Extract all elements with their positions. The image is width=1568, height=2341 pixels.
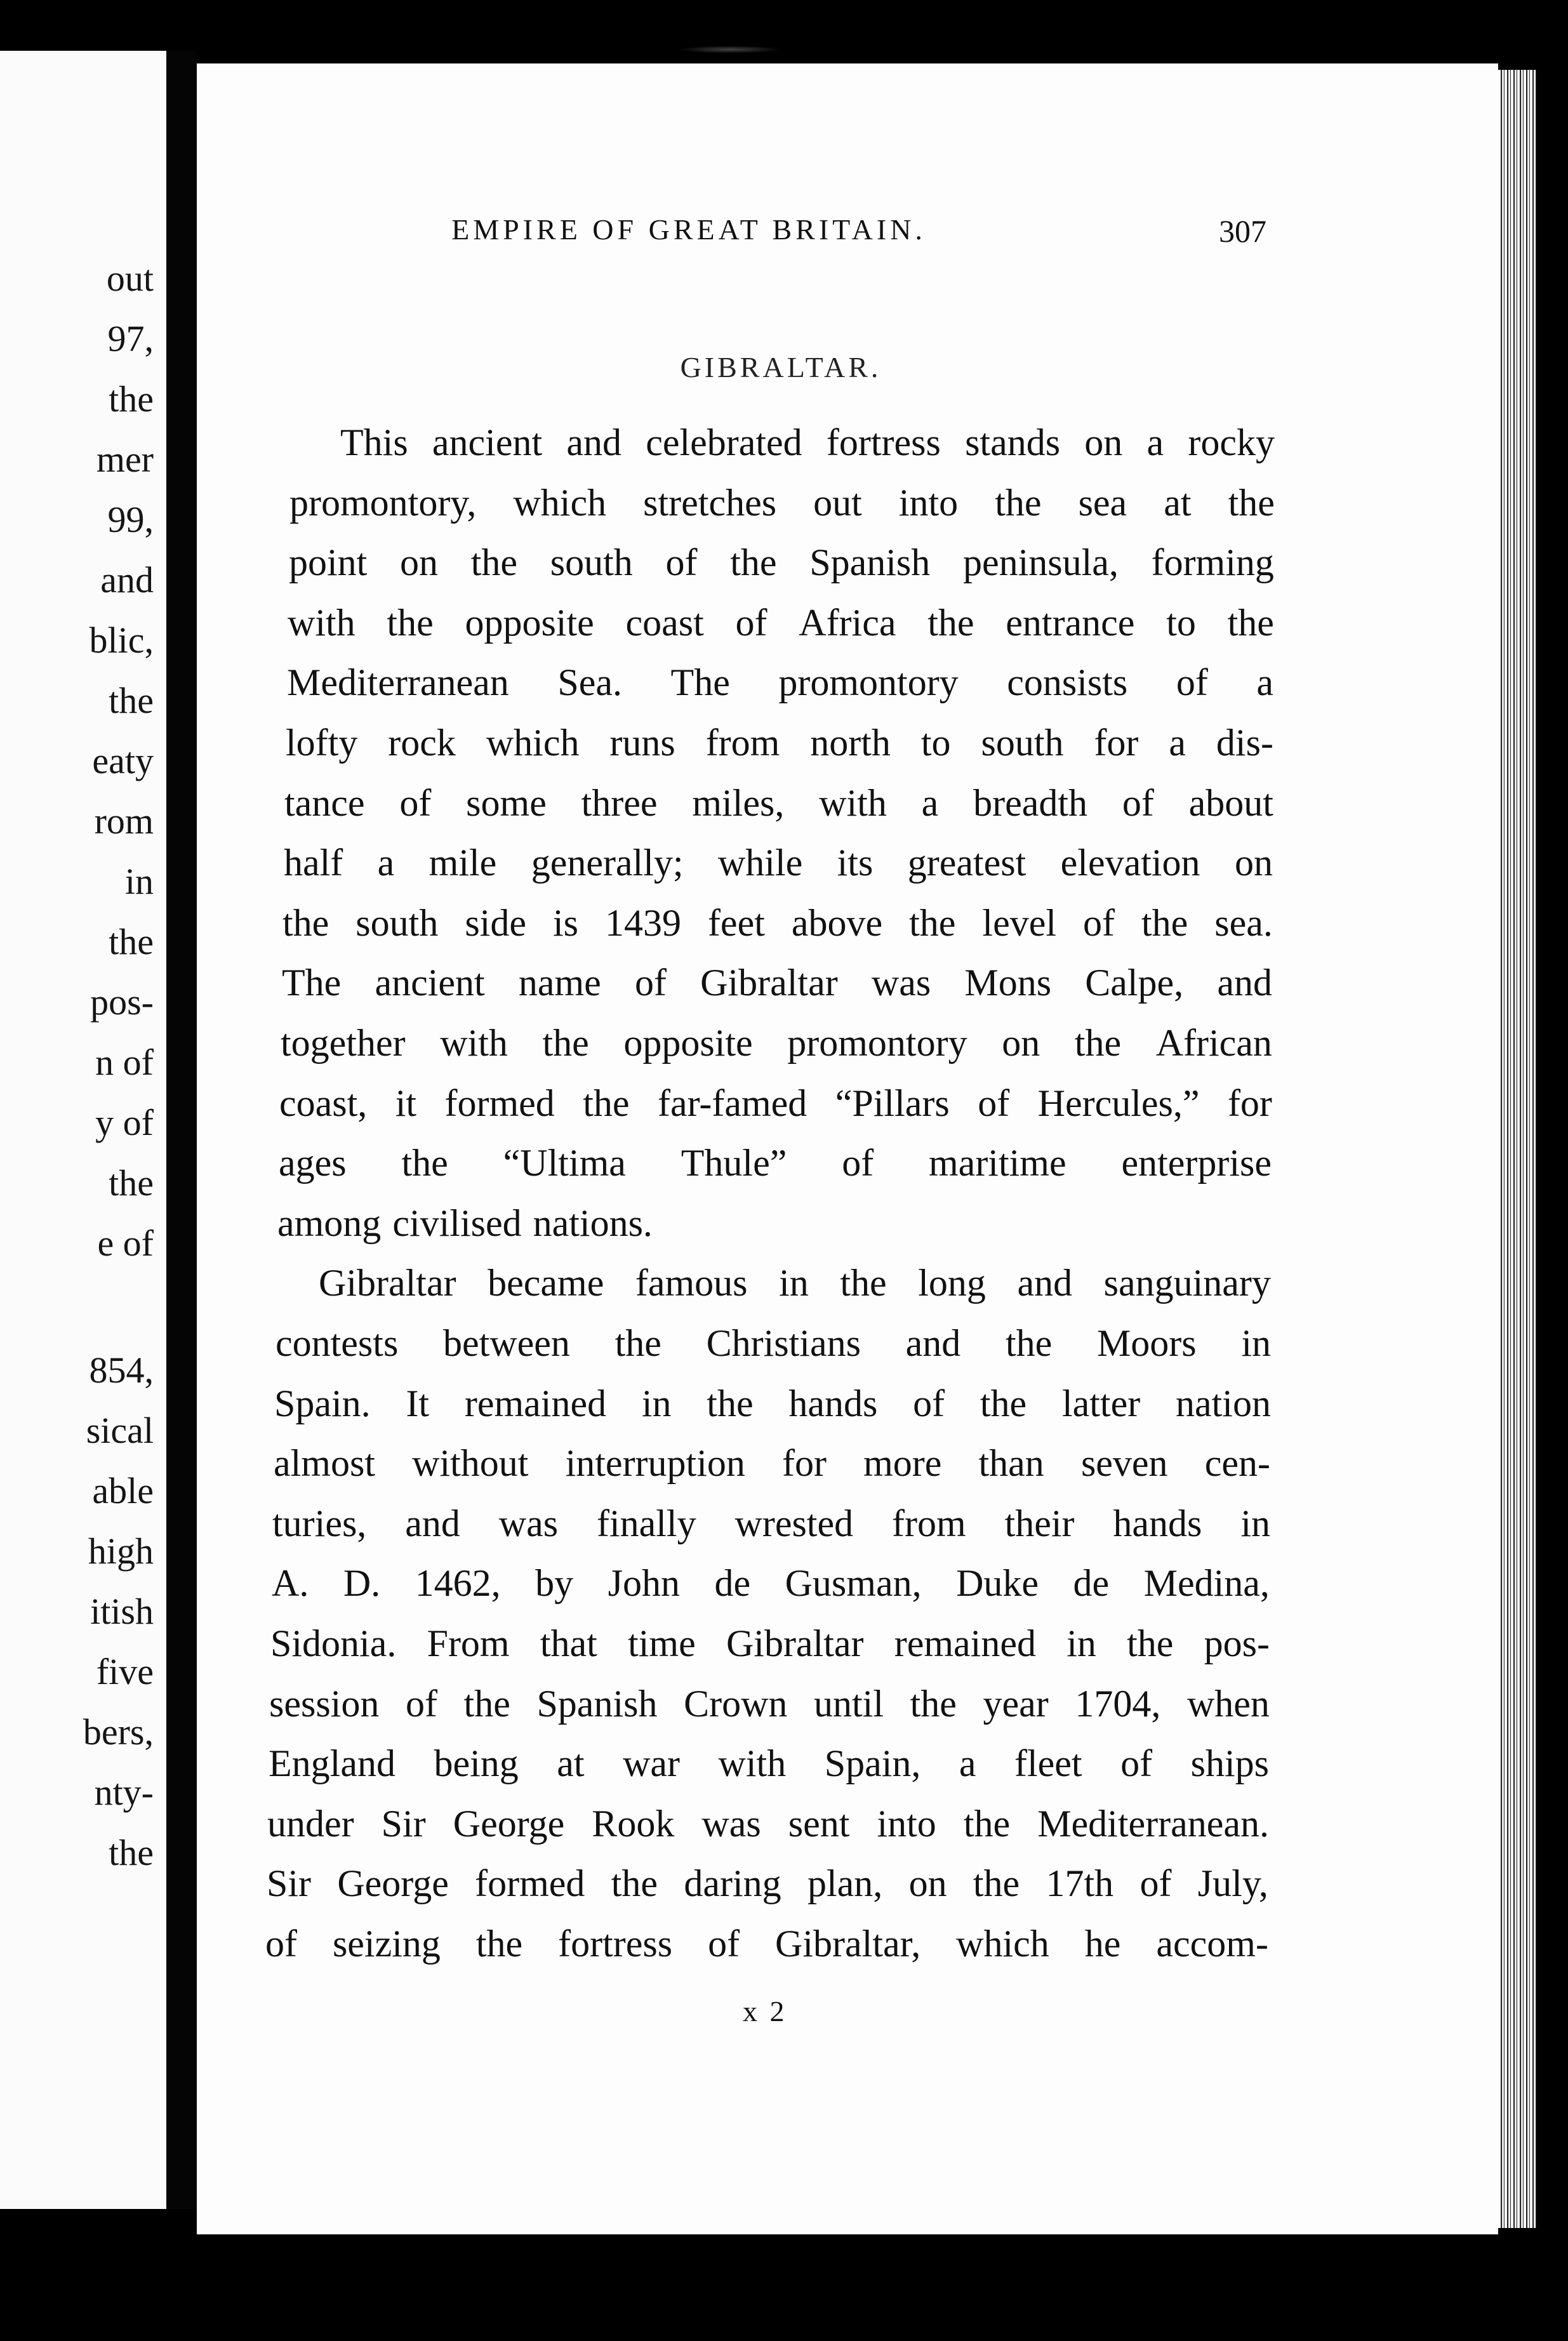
- left-page-line: out: [106, 258, 154, 299]
- left-page-line: itish: [90, 1591, 154, 1632]
- left-page-line: pos-: [90, 981, 154, 1023]
- body-line: the south side is 1439 feet above the level of the sea.: [282, 902, 1273, 944]
- body-line: ages the “Ultima Thule” of maritime enterprise: [279, 1142, 1272, 1184]
- left-page-line: the: [109, 1162, 154, 1204]
- left-page-line: rom: [94, 800, 154, 842]
- body-line: of seizing the fortress of Gibraltar, which he accom-: [265, 1923, 1268, 1965]
- body-line: coast, it formed the far-famed “Pillars of Hercules,” for: [279, 1082, 1272, 1124]
- signature-mark: x 2: [743, 1995, 787, 2027]
- left-page-line: 99,: [107, 499, 154, 540]
- body-line: lofty rock which runs from north to south for a dis-: [286, 722, 1273, 764]
- left-page-line: in: [124, 861, 154, 902]
- left-page-line: mer: [96, 439, 154, 480]
- left-page-line: able: [92, 1470, 154, 1511]
- body-line: A. D. 1462, by John de Gusman, Duke de Medina,: [272, 1562, 1270, 1604]
- body-line: This ancient and celebrated fortress stands on a rocky: [340, 421, 1275, 463]
- page-edge-stack: [1498, 70, 1536, 2228]
- body-line: under Sir George Rook was sent into the Mediterranean.: [267, 1803, 1269, 1845]
- left-page-line: bers,: [83, 1711, 154, 1753]
- section-title: GIBRALTAR.: [680, 351, 882, 383]
- page-number: 307: [1219, 213, 1266, 249]
- body-line: promontory, which stretches out into the sea at the: [289, 482, 1275, 524]
- left-page-line: five: [96, 1651, 154, 1692]
- left-page-line: the: [109, 680, 154, 721]
- left-page-line: 854,: [89, 1350, 154, 1391]
- body-line: England being at war with Spain, a fleet of ships: [269, 1742, 1269, 1784]
- left-page-line: y of: [95, 1102, 154, 1143]
- left-facing-page: [0, 51, 166, 2209]
- body-line: The ancient name of Gibraltar was Mons Calpe, and: [282, 962, 1272, 1004]
- left-page-line: sical: [86, 1410, 154, 1451]
- left-page-line: e of: [97, 1223, 154, 1264]
- body-line: Sir George formed the daring plan, on the 17th of July,: [267, 1862, 1268, 1904]
- body-line: among civilised nations.: [277, 1202, 653, 1244]
- body-line: Sidonia. From that time Gibraltar remained in the pos-: [270, 1622, 1270, 1664]
- left-page-line: n of: [95, 1042, 154, 1083]
- page-gutter: [166, 51, 197, 2209]
- body-line: Spain. It remained in the hands of the latter nation: [274, 1383, 1271, 1424]
- body-line: tance of some three miles, with a breadth of about: [284, 782, 1273, 824]
- left-page-line: blic,: [89, 620, 154, 661]
- left-page-line: the: [109, 1832, 154, 1873]
- body-line: turies, and was finally wrested from their hands in: [272, 1502, 1270, 1544]
- body-line: together with the opposite promontory on the African: [281, 1022, 1272, 1064]
- body-line: Mediterranean Sea. The promontory consists of a: [287, 661, 1273, 703]
- body-line: half a mile generally; while its greatest elevation on: [284, 842, 1273, 884]
- body-line: contests between the Christians and the Moors in: [276, 1322, 1271, 1364]
- body-line: Gibraltar became famous in the long and sanguinary: [319, 1262, 1271, 1304]
- body-line: with the opposite coast of Africa the entrance to the: [288, 602, 1274, 644]
- running-head: EMPIRE OF GREAT BRITAIN.: [451, 213, 926, 246]
- body-line: point on the south of the Spanish peninsula, forming: [289, 541, 1274, 583]
- body-line: almost without interruption for more than seven cen-: [274, 1442, 1270, 1484]
- left-page-line: and: [100, 559, 154, 600]
- left-page-line: high: [88, 1530, 154, 1572]
- scan-smudge: [679, 46, 781, 53]
- left-page-line: the: [109, 921, 154, 962]
- left-page-line: the: [109, 378, 154, 420]
- body-line: session of the Spanish Crown until the year 1704, when: [269, 1683, 1270, 1725]
- left-page-line: eaty: [92, 740, 154, 781]
- left-page-line: 97,: [107, 318, 154, 359]
- left-page-line: nty-: [94, 1772, 154, 1813]
